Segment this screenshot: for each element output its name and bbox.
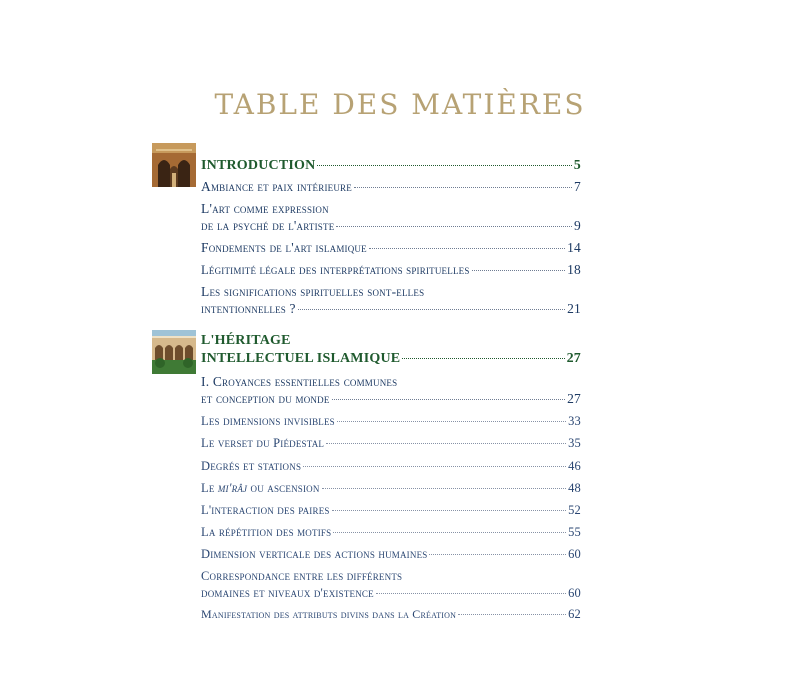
page-title: TABLE DES MATIÈRES <box>214 88 586 121</box>
heritage-thumbnail-image <box>152 330 196 374</box>
toc-page-number: 18 <box>567 262 581 277</box>
toc-heading-label: INTELLECTUEL ISLAMIQUE <box>201 351 401 366</box>
toc-entry[interactable] <box>201 261 581 279</box>
toc-entry-suffix: ou ascension <box>247 481 320 495</box>
toc-entry-label: La répétition des motifs <box>201 525 332 539</box>
dot-leader <box>354 186 572 188</box>
toc-entry-label: Dimension verticale des actions humaines <box>201 547 428 561</box>
toc-heading-label: L'HÉRITAGE <box>201 333 291 348</box>
toc-entry[interactable] <box>201 435 581 452</box>
toc-page-number: 9 <box>574 218 581 233</box>
dot-leader <box>337 420 566 422</box>
toc-page-number: 27 <box>566 351 581 366</box>
toc-heading-label: INTRODUCTION <box>201 158 316 173</box>
toc-entry-label: intentionnelles ? <box>201 301 296 316</box>
toc-entry[interactable] <box>201 178 581 195</box>
dot-leader <box>326 442 566 444</box>
dot-leader <box>332 398 566 400</box>
toc-entry[interactable] <box>201 458 581 475</box>
toc-entry-label: domaines et niveaux d'existence <box>201 586 374 600</box>
toc-entry-label: Les dimensions invisibles <box>201 414 335 428</box>
toc-page-number: 55 <box>568 525 581 539</box>
dot-leader <box>317 164 571 166</box>
toc-entry-label: Les significations spirituelles sont-elles <box>201 284 425 299</box>
dot-leader <box>336 225 572 227</box>
toc-entry[interactable] <box>201 606 581 623</box>
toc-entry-label: Correspondance entre les différents <box>201 569 403 583</box>
dot-leader <box>369 247 565 249</box>
toc-entry[interactable] <box>201 200 581 234</box>
toc-page-number: 60 <box>568 547 581 561</box>
toc-heading-heritage[interactable] <box>201 332 581 368</box>
toc-entry-label: Degrés et stations <box>201 459 302 473</box>
dot-leader <box>303 465 566 467</box>
toc-page-number: 5 <box>573 158 581 173</box>
toc-page-number: 35 <box>568 436 581 450</box>
toc-entry-prefix: Le <box>201 481 218 495</box>
toc-entry[interactable] <box>201 373 581 407</box>
dot-leader <box>402 357 564 359</box>
toc-entry[interactable] <box>201 568 581 602</box>
toc-entry-label: de la psyché de l'artiste <box>201 218 335 233</box>
toc-entry-label: Manifestation des attributs divins dans la Création <box>201 607 457 621</box>
toc-page-number: 52 <box>568 503 581 517</box>
toc-entry-label: Légitimité légale des interprétations spirituelles <box>201 263 470 277</box>
toc-page-number: 21 <box>567 301 581 316</box>
dot-leader <box>333 531 566 533</box>
toc-page-number: 48 <box>568 481 581 495</box>
dot-leader <box>298 308 565 310</box>
toc-entry-label <box>201 480 320 497</box>
dot-leader <box>458 613 566 615</box>
introduction-thumbnail-image <box>152 143 196 187</box>
toc-page-number: 7 <box>574 179 581 194</box>
toc-entry[interactable] <box>201 502 581 519</box>
dot-leader <box>332 509 566 511</box>
dot-leader <box>472 269 566 271</box>
dot-leader <box>376 592 566 594</box>
toc-entry-label: L'interaction des paires <box>201 503 330 517</box>
toc-entry[interactable] <box>201 546 581 563</box>
toc-page-number: 14 <box>567 240 581 255</box>
dot-leader <box>322 487 567 489</box>
toc-page-number: 46 <box>568 459 581 473</box>
toc-entry[interactable] <box>201 413 581 430</box>
toc-entry-label: Le verset du Piédestal <box>201 436 325 450</box>
toc-entry[interactable] <box>201 524 581 541</box>
toc-page-number: 62 <box>568 607 581 621</box>
toc-heading-introduction[interactable] <box>201 157 581 175</box>
toc-page-number: 33 <box>568 414 581 428</box>
toc-entry-label: L'art comme expression <box>201 201 329 216</box>
toc-entry[interactable] <box>201 239 581 256</box>
dot-leader <box>429 553 566 555</box>
toc-entry-label: Ambiance et paix intérieure <box>201 179 352 194</box>
toc-entry-italic-term: mi'râj <box>217 481 248 495</box>
toc-entry-label: et conception du monde <box>201 391 330 406</box>
toc-entry[interactable] <box>201 283 581 317</box>
toc-entry-label: I. Croyances essentielles communes <box>201 374 398 389</box>
toc-entry[interactable] <box>201 480 581 497</box>
toc-page-number: 60 <box>568 586 581 600</box>
toc-entry-label: Fondements de l'art islamique <box>201 240 367 255</box>
toc-page-number: 27 <box>567 391 581 406</box>
